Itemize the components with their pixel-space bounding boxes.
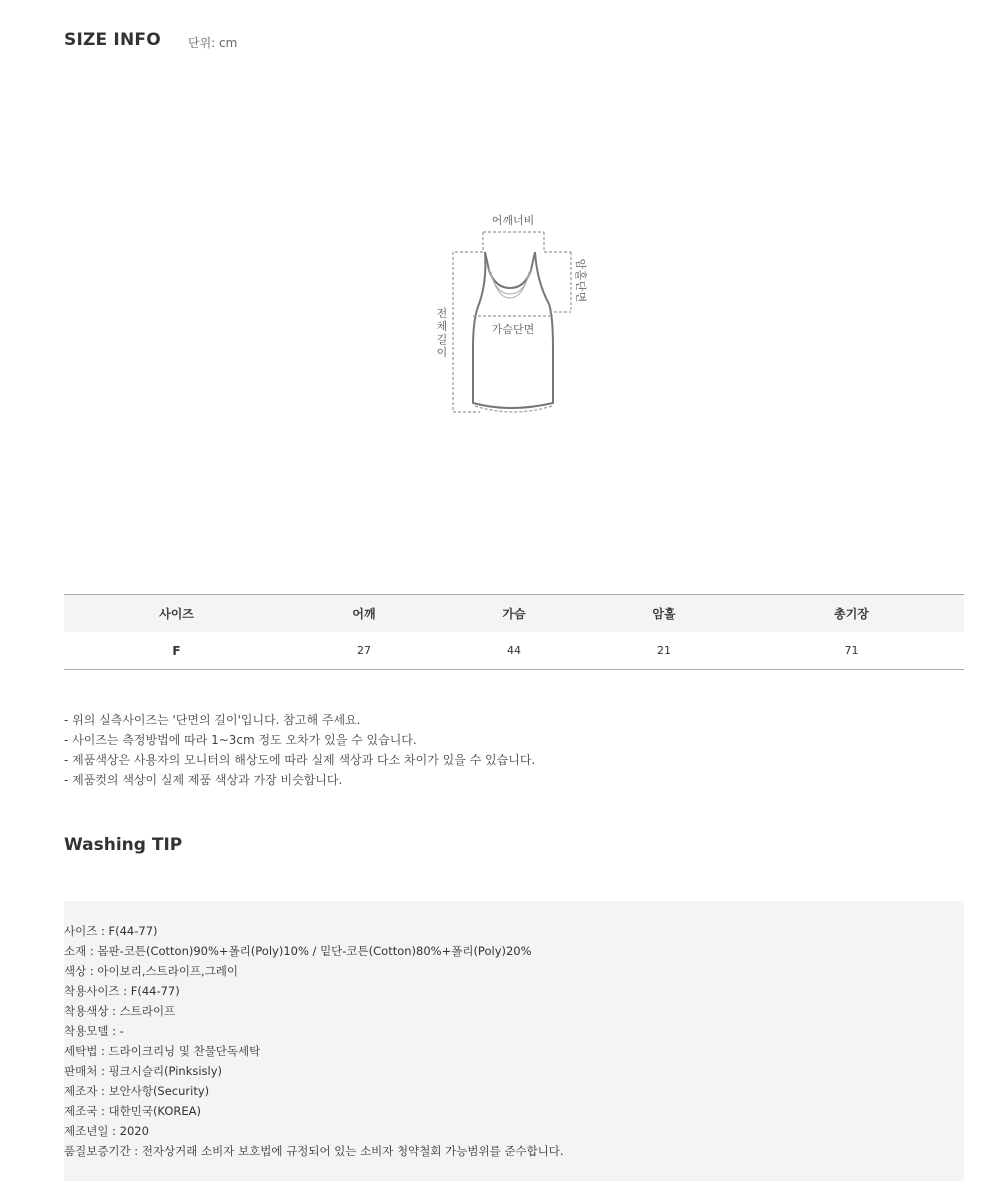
info-model: 착용모델 : - (64, 1024, 124, 1038)
size-table (64, 594, 964, 670)
table-row (64, 632, 964, 670)
cell-size: F (64, 632, 289, 670)
svg-text:이: 이 (436, 346, 448, 359)
washing-tip-title: Washing TIP (64, 835, 183, 855)
info-worn-size: 착용사이즈 : F(44-77) (64, 984, 180, 998)
svg-text:암: 암 (574, 258, 587, 270)
note-item: - 위의 실측사이즈는 '단면의 길이'입니다. 참고해 주세요. (64, 713, 361, 727)
info-material: 소재 : 몸판-코튼(Cotton)90%+폴리(Poly)10% / 밑단-코튼(Cotton)80%+폴리(Poly)20% (64, 944, 532, 958)
svg-text:면: 면 (574, 291, 587, 303)
info-size: 사이즈 : F(44-77) (64, 924, 158, 938)
cell-total-length: 71 (739, 632, 964, 670)
size-table-header-row (64, 595, 964, 633)
cell-armhole: 21 (589, 632, 739, 670)
svg-text:전: 전 (436, 307, 448, 320)
note-item: - 사이즈는 측정방법에 따라 1~3cm 정도 오차가 있을 수 있습니다. (64, 733, 417, 747)
info-warranty: 품질보증기간 : 전자상거래 소비자 보호법에 규정되어 있는 소비자 청약철회 가능범위를 준수합니다. (64, 1144, 564, 1158)
size-notes (64, 710, 535, 790)
label-armhole (574, 259, 588, 303)
product-info-list (64, 921, 564, 1161)
header-chest: 가슴 (439, 595, 589, 633)
info-worn-color: 착용색상 : 스트라이프 (64, 1004, 176, 1018)
info-manufacturer: 제조자 : 보안사항(Security) (64, 1084, 210, 1098)
svg-text:단: 단 (574, 280, 587, 292)
info-washing-method: 세탁법 : 드라이크리닝 및 찬물단독세탁 (64, 1044, 261, 1058)
tank-top-size-diagram (425, 208, 595, 423)
info-seller: 판매처 : 핑크시슬리(Pinksisly) (64, 1064, 223, 1078)
info-country: 제조국 : 대한민국(KOREA) (64, 1104, 202, 1118)
svg-text:길: 길 (436, 333, 448, 346)
note-item: - 제품컷의 색상이 실제 제품 색상과 가장 비슷합니다. (64, 773, 343, 787)
svg-text:홀: 홀 (574, 269, 587, 281)
svg-text:체: 체 (436, 320, 448, 333)
label-chest-width: 가슴단면 (491, 323, 535, 336)
cell-chest: 44 (439, 632, 589, 670)
unit-label: 단위: cm (188, 36, 238, 50)
note-item: - 제품색상은 사용자의 모니터의 해상도에 따라 실제 색상과 다소 차이가 있을 수 있습니다. (64, 753, 536, 767)
info-color: 색상 : 아이보리,스트라이프,그레이 (64, 964, 239, 978)
header-armhole: 암홀 (589, 595, 739, 633)
size-info-title: SIZE INFO (64, 30, 161, 50)
cell-shoulder: 27 (289, 632, 439, 670)
header-total-length: 총기장 (739, 595, 964, 633)
header-size: 사이즈 (64, 595, 289, 633)
header-shoulder: 어깨 (289, 595, 439, 633)
label-total-length (437, 306, 448, 359)
info-year: 제조년일 : 2020 (64, 1124, 149, 1138)
label-shoulder-width: 어깨너비 (491, 214, 535, 227)
